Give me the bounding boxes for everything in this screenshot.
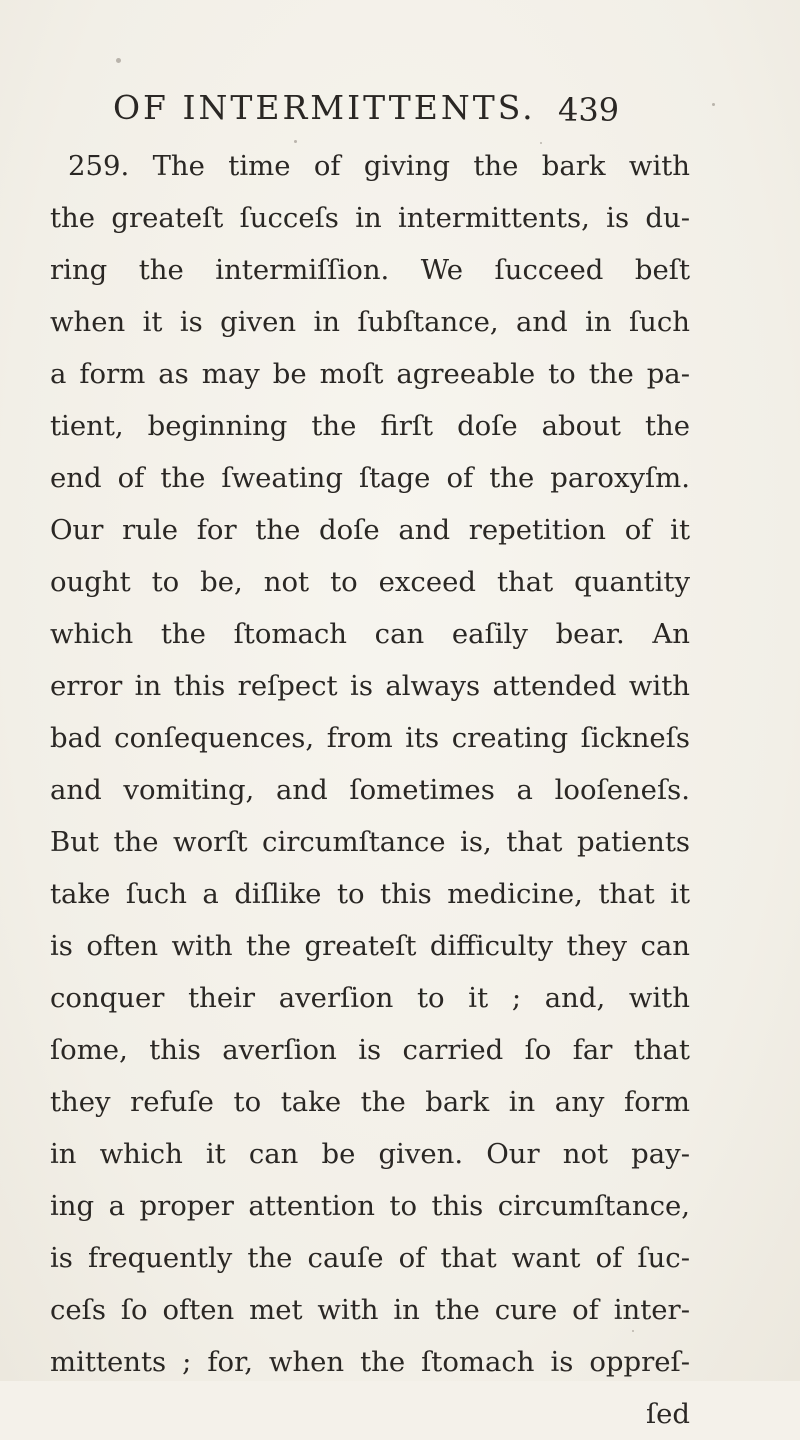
text-line: ought to be, not to exceed that quantity bbox=[50, 566, 690, 598]
ink-speck bbox=[540, 142, 542, 144]
text-line: and vomiting, and ſometimes a looſeneſs. bbox=[50, 774, 690, 806]
ink-speck bbox=[116, 58, 121, 63]
page-header bbox=[0, 88, 800, 128]
catchword: ſed bbox=[645, 1398, 690, 1430]
text-line: ing a proper attention to this circumſtance, bbox=[50, 1190, 690, 1222]
text-line: they refuſe to take the bark in any form bbox=[50, 1086, 690, 1118]
text-line: Our rule for the doſe and repetition of it bbox=[50, 514, 690, 546]
text-line: in which it can be given. Our not pay- bbox=[50, 1138, 690, 1170]
text-line: bad conſequences, from its creating ſickneſs bbox=[50, 722, 690, 754]
text-line: 259. The time of giving the bark with bbox=[68, 150, 690, 182]
text-line: when it is given in ſubſtance, and in ſuch bbox=[50, 306, 690, 338]
text-line: is frequently the cauſe of that want of ſuc- bbox=[50, 1242, 690, 1274]
text-line: take ſuch a diſlike to this medicine, that it bbox=[50, 878, 690, 910]
page-number: 439 bbox=[558, 91, 620, 129]
text-line: tient, beginning the firſt doſe about the bbox=[50, 410, 690, 442]
text-line: a form as may be moſt agreeable to the pa- bbox=[50, 358, 690, 390]
text-line: error in this reſpect is always attended with bbox=[50, 670, 690, 702]
text-line: the greateſt ſucceſs in intermittents, is du- bbox=[50, 202, 690, 234]
text-line: end of the ſweating ſtage of the paroxyſm. bbox=[50, 462, 690, 494]
text-line: ring the intermiſſion. We ſucceed beſt bbox=[50, 254, 690, 286]
text-line: ſome, this averſion is carried ſo far that bbox=[50, 1034, 690, 1066]
text-line: is often with the greateſt difficulty they can bbox=[50, 930, 690, 962]
text-line: ceſs ſo often met with in the cure of inter- bbox=[50, 1294, 690, 1326]
text-line: conquer their averſion to it ; and, with bbox=[50, 982, 690, 1014]
body-text bbox=[50, 140, 690, 1440]
running-title: OF INTERMITTENTS. bbox=[113, 88, 536, 127]
ink-speck bbox=[712, 103, 715, 106]
ink-speck bbox=[632, 1330, 634, 1332]
text-line: mittents ; for, when the ſtomach is oppreſ- bbox=[50, 1346, 690, 1378]
text-line: But the worſt circumſtance is, that patients bbox=[50, 826, 690, 858]
text-line: which the ſtomach can eaſily bear. An bbox=[50, 618, 690, 650]
ink-speck bbox=[294, 140, 297, 143]
